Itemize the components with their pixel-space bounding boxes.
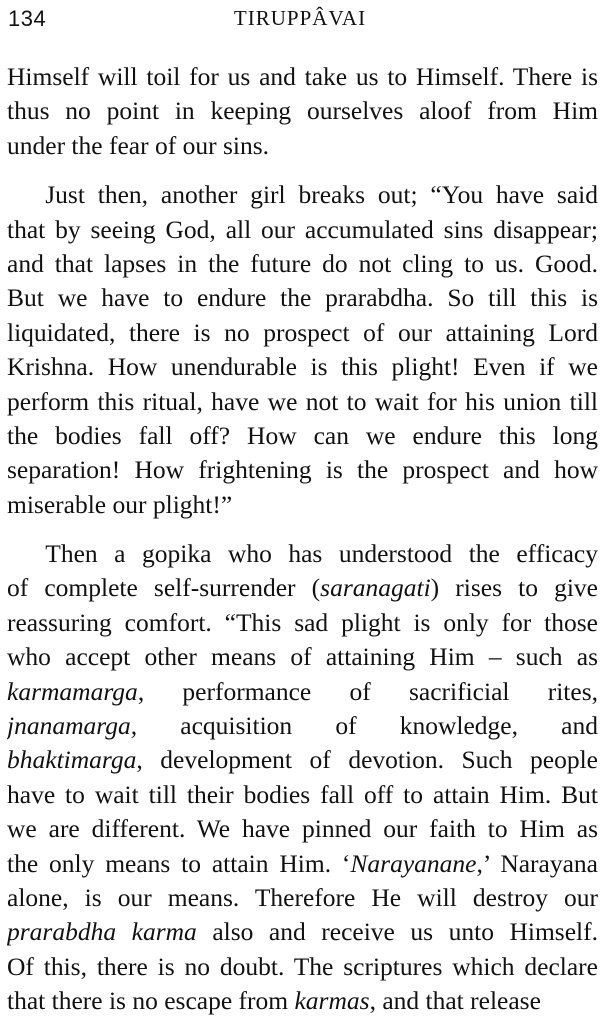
- italic-term: bhaktimarga: [7, 745, 137, 775]
- text-segment: , development of devotion. Such people: [136, 745, 598, 775]
- text-line: [7, 709, 598, 743]
- text-line: [7, 350, 598, 384]
- text-segment: ,’ Narayana: [476, 848, 598, 878]
- text-line: [7, 213, 598, 247]
- text-segment: ) rises to give: [430, 573, 598, 603]
- text-segment: and that lapses in the future do not cling to us. Good.: [7, 248, 598, 278]
- text-segment: But we have to endure the prarabdha. So till this is: [7, 283, 598, 313]
- italic-term: prarabdha karma: [7, 917, 197, 947]
- text-segment: perform this ritual, have we not to wait for his union till: [7, 386, 598, 416]
- text-segment: liquidated, there is no prospect of our attaining Lord: [7, 317, 598, 347]
- text-segment: of complete self-surrender (: [7, 573, 321, 603]
- text-segment: the bodies fall off? How can we endure this long: [7, 420, 598, 450]
- text-segment: Of this, there is no doubt. The scriptures which declare: [7, 951, 598, 981]
- text-segment: , performance of sacrificial rites,: [137, 676, 598, 706]
- text-line: [7, 94, 598, 128]
- text-segment: also and receive us unto Himself.: [196, 917, 598, 947]
- text-segment: reassuring comfort. “This sad plight is only for those: [7, 607, 598, 637]
- text-segment: that by seeing God, all our accumulated sins disappear;: [7, 214, 598, 244]
- text-line: [7, 178, 598, 212]
- text-segment: , and that release: [369, 986, 541, 1016]
- text-segment: the only means to attain Him. ‘: [7, 848, 351, 878]
- text-segment: who accept other means of attaining Him – such as: [7, 642, 598, 672]
- text-line: [7, 950, 598, 984]
- paragraph: [7, 178, 598, 522]
- text-line: [7, 915, 598, 949]
- text-line: [7, 419, 598, 453]
- text-segment: Himself will toil for us and take us to Himself. There is: [7, 62, 598, 91]
- body-text: [7, 60, 598, 1019]
- text-segment: acquisition of knowledge, and: [137, 711, 598, 741]
- text-line: [7, 129, 598, 163]
- text-line: [7, 675, 598, 709]
- text-line: [7, 743, 598, 777]
- text-line: [7, 881, 598, 915]
- paragraph: [7, 537, 598, 1018]
- text-line: [7, 453, 598, 487]
- text-segment: that there is no escape from: [7, 986, 295, 1016]
- text-line: [7, 984, 598, 1018]
- text-line: [7, 812, 598, 846]
- italic-term: Narayanane: [350, 848, 477, 878]
- italic-term: jnanamarga,: [7, 711, 138, 741]
- text-line: [7, 488, 598, 522]
- text-line: [7, 571, 598, 605]
- text-segment: miserable our plight!”: [7, 489, 233, 519]
- text-segment: under the fear of our sins.: [7, 130, 269, 160]
- paragraph: [7, 60, 598, 163]
- text-line: [7, 281, 598, 315]
- page-header: [8, 6, 592, 36]
- text-line: [7, 385, 598, 419]
- text-line: [7, 606, 598, 640]
- italic-term: saranagati: [320, 573, 431, 603]
- text-segment: we are different. We have pinned our faith to Him as: [7, 814, 598, 844]
- italic-term: karmas: [294, 986, 370, 1016]
- text-segment: Just then, another girl breaks out; “You have said: [7, 180, 598, 210]
- text-segment: alone, is our means. Therefore He will destroy our: [7, 882, 598, 912]
- text-line: [7, 640, 598, 674]
- text-line: [7, 537, 598, 571]
- italic-term: karmamarga: [7, 676, 138, 706]
- text-segment: thus no point in keeping ourselves aloof from Him: [7, 96, 598, 126]
- text-segment: Krishna. How unendurable is this plight! Even if we: [7, 352, 598, 382]
- text-line: [7, 316, 598, 350]
- text-line: [7, 60, 598, 94]
- text-segment: Then a gopika who has understood the efficacy: [7, 539, 598, 569]
- text-line: [7, 847, 598, 881]
- page-number: 134: [8, 6, 47, 31]
- running-title: TIRUPPÂVAI: [233, 6, 367, 30]
- text-line: [7, 247, 598, 281]
- text-segment: separation! How frightening is the prospect and how: [7, 455, 598, 485]
- text-line: [7, 778, 598, 812]
- text-segment: have to wait till their bodies fall off to attain Him. But: [7, 779, 598, 809]
